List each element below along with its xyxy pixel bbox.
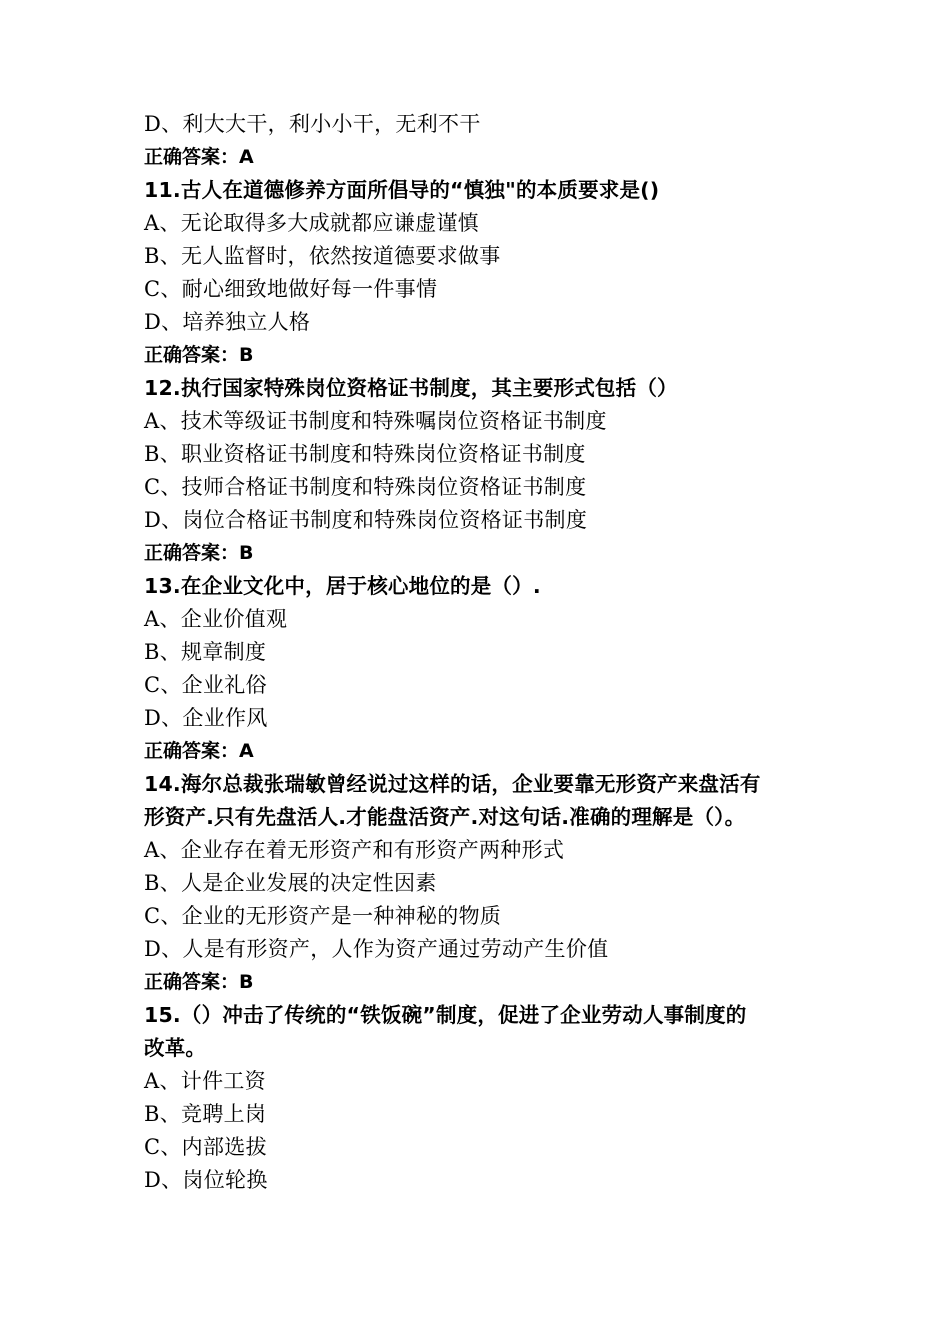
option-a: A、计件工资 — [144, 1069, 266, 1093]
option-a: A、技术等级证书制度和特殊嘱岗位资格证书制度 — [144, 409, 607, 433]
option-c: C、企业礼俗 — [144, 673, 267, 697]
option-b: B、规章制度 — [144, 640, 267, 664]
question-15 — [144, 999, 824, 1065]
option-b: B、职业资格证书制度和特殊岗位资格证书制度 — [144, 442, 586, 466]
option-b: B、竞聘上岗 — [144, 1102, 267, 1126]
option-c: C、内部选拔 — [144, 1135, 267, 1159]
option-d: D、培养独立人格 — [144, 310, 311, 334]
question-14-line-2: 形资产.只有先盘活人.才能盘活资产.对这句话.准确的理解是（）。 — [144, 805, 746, 829]
option-c: C、耐心细致地做好每一件事情 — [144, 277, 438, 301]
correct-answer: 正确答案：A — [144, 146, 254, 168]
option-b: B、无人监督时，依然按道德要求做事 — [144, 244, 501, 268]
option-c: C、技师合格证书制度和特殊岗位资格证书制度 — [144, 475, 587, 499]
question-11: 11.古人在道德修养方面所倡导的“慎独"的本质要求是() — [144, 178, 660, 202]
question-14-line-1: 14.海尔总裁张瑞敏曾经说过这样的话，企业要靠无形资产来盘活有 — [144, 772, 761, 796]
option-c: C、企业的无形资产是一种神秘的物质 — [144, 904, 502, 928]
question-15-line-2: 改革。 — [144, 1036, 207, 1060]
option-d: D、岗位合格证书制度和特殊岗位资格证书制度 — [144, 508, 588, 532]
option-d: D、利大大干，利小小干，无利不干 — [144, 112, 481, 136]
question-15-line-1: 15.（）冲击了传统的“铁饭碗”制度，促进了企业劳动人事制度的 — [144, 1003, 747, 1027]
question-12: 12.执行国家特殊岗位资格证书制度，其主要形式包括（） — [144, 376, 678, 400]
exam-page — [144, 108, 824, 1197]
question-14 — [144, 768, 824, 834]
option-a: A、无论取得多大成就都应谦虚谨慎 — [144, 211, 479, 235]
option-a: A、企业价值观 — [144, 607, 288, 631]
option-a: A、企业存在着无形资产和有形资产两种形式 — [144, 838, 565, 862]
option-d: D、人是有形资产，人作为资产通过劳动产生价值 — [144, 937, 609, 961]
option-d: D、岗位轮换 — [144, 1168, 268, 1192]
option-d: D、企业作风 — [144, 706, 268, 730]
correct-answer: 正确答案：B — [144, 542, 254, 564]
correct-answer: 正确答案：B — [144, 344, 254, 366]
question-13: 13.在企业文化中，居于核心地位的是（）. — [144, 574, 541, 598]
correct-answer: 正确答案：A — [144, 740, 254, 762]
correct-answer: 正确答案：B — [144, 971, 254, 993]
option-b: B、人是企业发展的决定性因素 — [144, 871, 437, 895]
